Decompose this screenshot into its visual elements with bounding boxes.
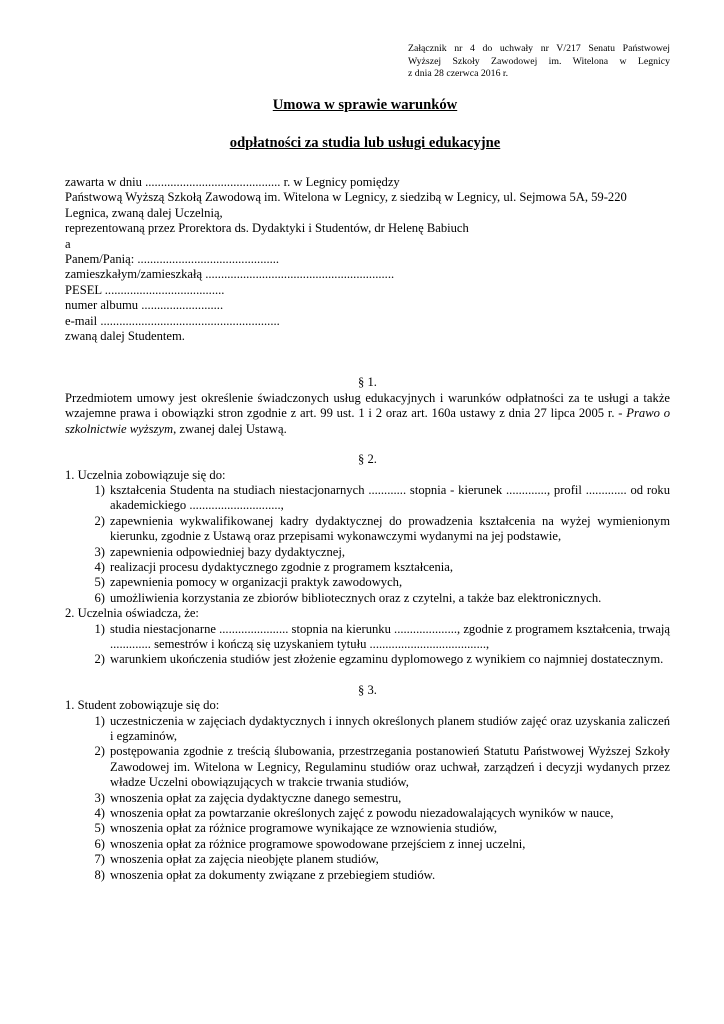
email-field: e-mail ......................................................... bbox=[65, 313, 280, 328]
list-item: 8) wnoszenia opłat za dokumenty związane z przebiegiem studiów. bbox=[94, 867, 436, 882]
annex-note bbox=[408, 43, 670, 81]
list-item: 7) wnoszenia opłat za zajęcia nieobjęte planem studiów, bbox=[94, 852, 379, 867]
list-item: 2) warunkiem ukończenia studiów jest złożenie egzaminu dyplomowego z wynikiem co najmniej dostatecznym. bbox=[94, 652, 664, 667]
list-item: 3) zapewnienia odpowiedniej bazy dydaktycznej, bbox=[94, 544, 345, 559]
section-1-text bbox=[65, 391, 670, 437]
university-line: Państwową Wyższą Szkołą Zawodową im. Witelona w Legnicy, z siedzibą w Legnicy, ul. Sejmowa 5A, 59-220 bbox=[65, 190, 627, 205]
student-name-field: Panem/Panią: ............................................. bbox=[65, 252, 280, 267]
pesel-field: PESEL ...................................... bbox=[65, 282, 225, 297]
annex-line: Wyższej Szkoły Zawodowej im. Witelona w Legnicy bbox=[408, 55, 670, 67]
section-3 bbox=[65, 683, 670, 883]
student-designation: zwaną dalej Studentem. bbox=[65, 329, 185, 344]
university-line-cont: Legnica, zwaną dalej Uczelnią, bbox=[65, 205, 223, 220]
section-2-list-1 bbox=[65, 483, 670, 606]
album-number-field: numer albumu .......................... bbox=[65, 298, 224, 313]
list-item: 1) studia niestacjonarne ...................... stopnia na kierunku ...................., zgodnie z programem kształcenia, trwają ............. semestrów i kończą się uzyskaniem tytułu ....................................., bbox=[94, 621, 670, 651]
annex-line: Załącznik nr 4 do uchwały nr V/217 Senatu Państwowej bbox=[408, 43, 670, 54]
act-title: Prawo o szkolnictwie wyższym bbox=[65, 406, 670, 436]
section-3-point-1: 1. Student zobowiązuje się do: bbox=[65, 698, 220, 713]
document-title-line-2: odpłatności za studia lub usługi edukacyjne bbox=[229, 135, 501, 151]
list-item: 4) realizacji procesu dydaktycznego zgodnie z programem kształcenia, bbox=[94, 559, 454, 574]
section-1-heading: § 1. bbox=[358, 375, 377, 390]
parties-section bbox=[65, 175, 670, 344]
conjunction: a bbox=[65, 236, 71, 251]
section-1-text-part: Przedmiotem umowy jest określenie świadczonych usług edukacyjnych i warunków odpłatności za te usługi a także wzajemne prawa i obowiązki stron zgodnie z art. 99 ust. 1 i 2 oraz art. 160a ustawy z dnia 27 lipca 2005 r. - bbox=[65, 390, 670, 421]
list-item: 5) zapewnienia pomocy w organizacji praktyk zawodowych, bbox=[94, 575, 403, 590]
list-item: 2) postępowania zgodnie z treścią ślubowania, przestrzegania postanowień Statutu Państwowej Wyższej Szkoły Zawodowej im. Witelona w Legnicy, Regulaminu studiów oraz uchwał, zarządzeń i decyzji wydanych przez władze Uczelni obowiązujących w trakcie trwania studiów, bbox=[94, 744, 670, 790]
list-item: 1) kształcenia Studenta na studiach niestacjonarnych ............ stopnia - kierunek ............., profil ............. od roku akademickiego ............................., bbox=[94, 482, 670, 513]
student-address-field: zamieszkałym/zamieszkałą ............................................................ bbox=[65, 267, 395, 282]
document-body bbox=[65, 175, 670, 883]
section-1-text-part: , zwanej dalej Ustawą. bbox=[173, 421, 287, 436]
section-2 bbox=[65, 452, 670, 668]
section-2-list-2 bbox=[65, 622, 670, 668]
list-item: 3) wnoszenia opłat za zajęcia dydaktyczne danego semestru, bbox=[94, 790, 402, 805]
section-3-list bbox=[65, 714, 670, 883]
annex-line: z dnia 28 czerwca 2016 r. bbox=[408, 68, 509, 80]
section-1 bbox=[65, 375, 670, 437]
list-item: 5) wnoszenia opłat za różnice programowe wynikające ze wznowienia studiów, bbox=[94, 821, 497, 836]
section-2-point-1: 1. Uczelnia zobowiązuje się do: bbox=[65, 467, 226, 482]
list-item: 6) umożliwienia korzystania ze zbiorów bibliotecznych oraz z czytelni, a także baz elektronicznych. bbox=[94, 590, 602, 605]
list-item: 4) wnoszenia opłat za powtarzanie określonych zajęć z powodu niezadowalających wyników w nauce, bbox=[94, 806, 614, 821]
list-item: 6) wnoszenia opłat za różnice programowe spowodowane przejściem z innej uczelni, bbox=[94, 836, 526, 851]
section-2-point-2: 2. Uczelnia oświadcza, że: bbox=[65, 606, 199, 621]
contract-date-line: zawarta w dniu ........................................... r. w Legnicy pomiędzy bbox=[65, 175, 400, 189]
list-item: 1) uczestniczenia w zajęciach dydaktycznych i innych określonych planem studiów zajęć oraz uzyskania zaliczeń i egzaminów, bbox=[94, 713, 670, 743]
list-item: 2) zapewnienia wykwalifikowanej kadry dydaktycznej do prowadzenia kształcenia na wyżej wymienionym kierunku, zgodnie z Ustawą oraz przepisami wykonawczymi wydanymi na jej podstawie, bbox=[94, 513, 670, 544]
section-3-heading: § 3. bbox=[358, 682, 377, 697]
document-title-line-1: Umowa w sprawie warunków bbox=[272, 97, 458, 113]
representative-line: reprezentowaną przez Prorektora ds. Dydaktyki i Studentów, dr Helenę Babiuch bbox=[65, 221, 469, 236]
section-2-heading: § 2. bbox=[358, 452, 377, 467]
